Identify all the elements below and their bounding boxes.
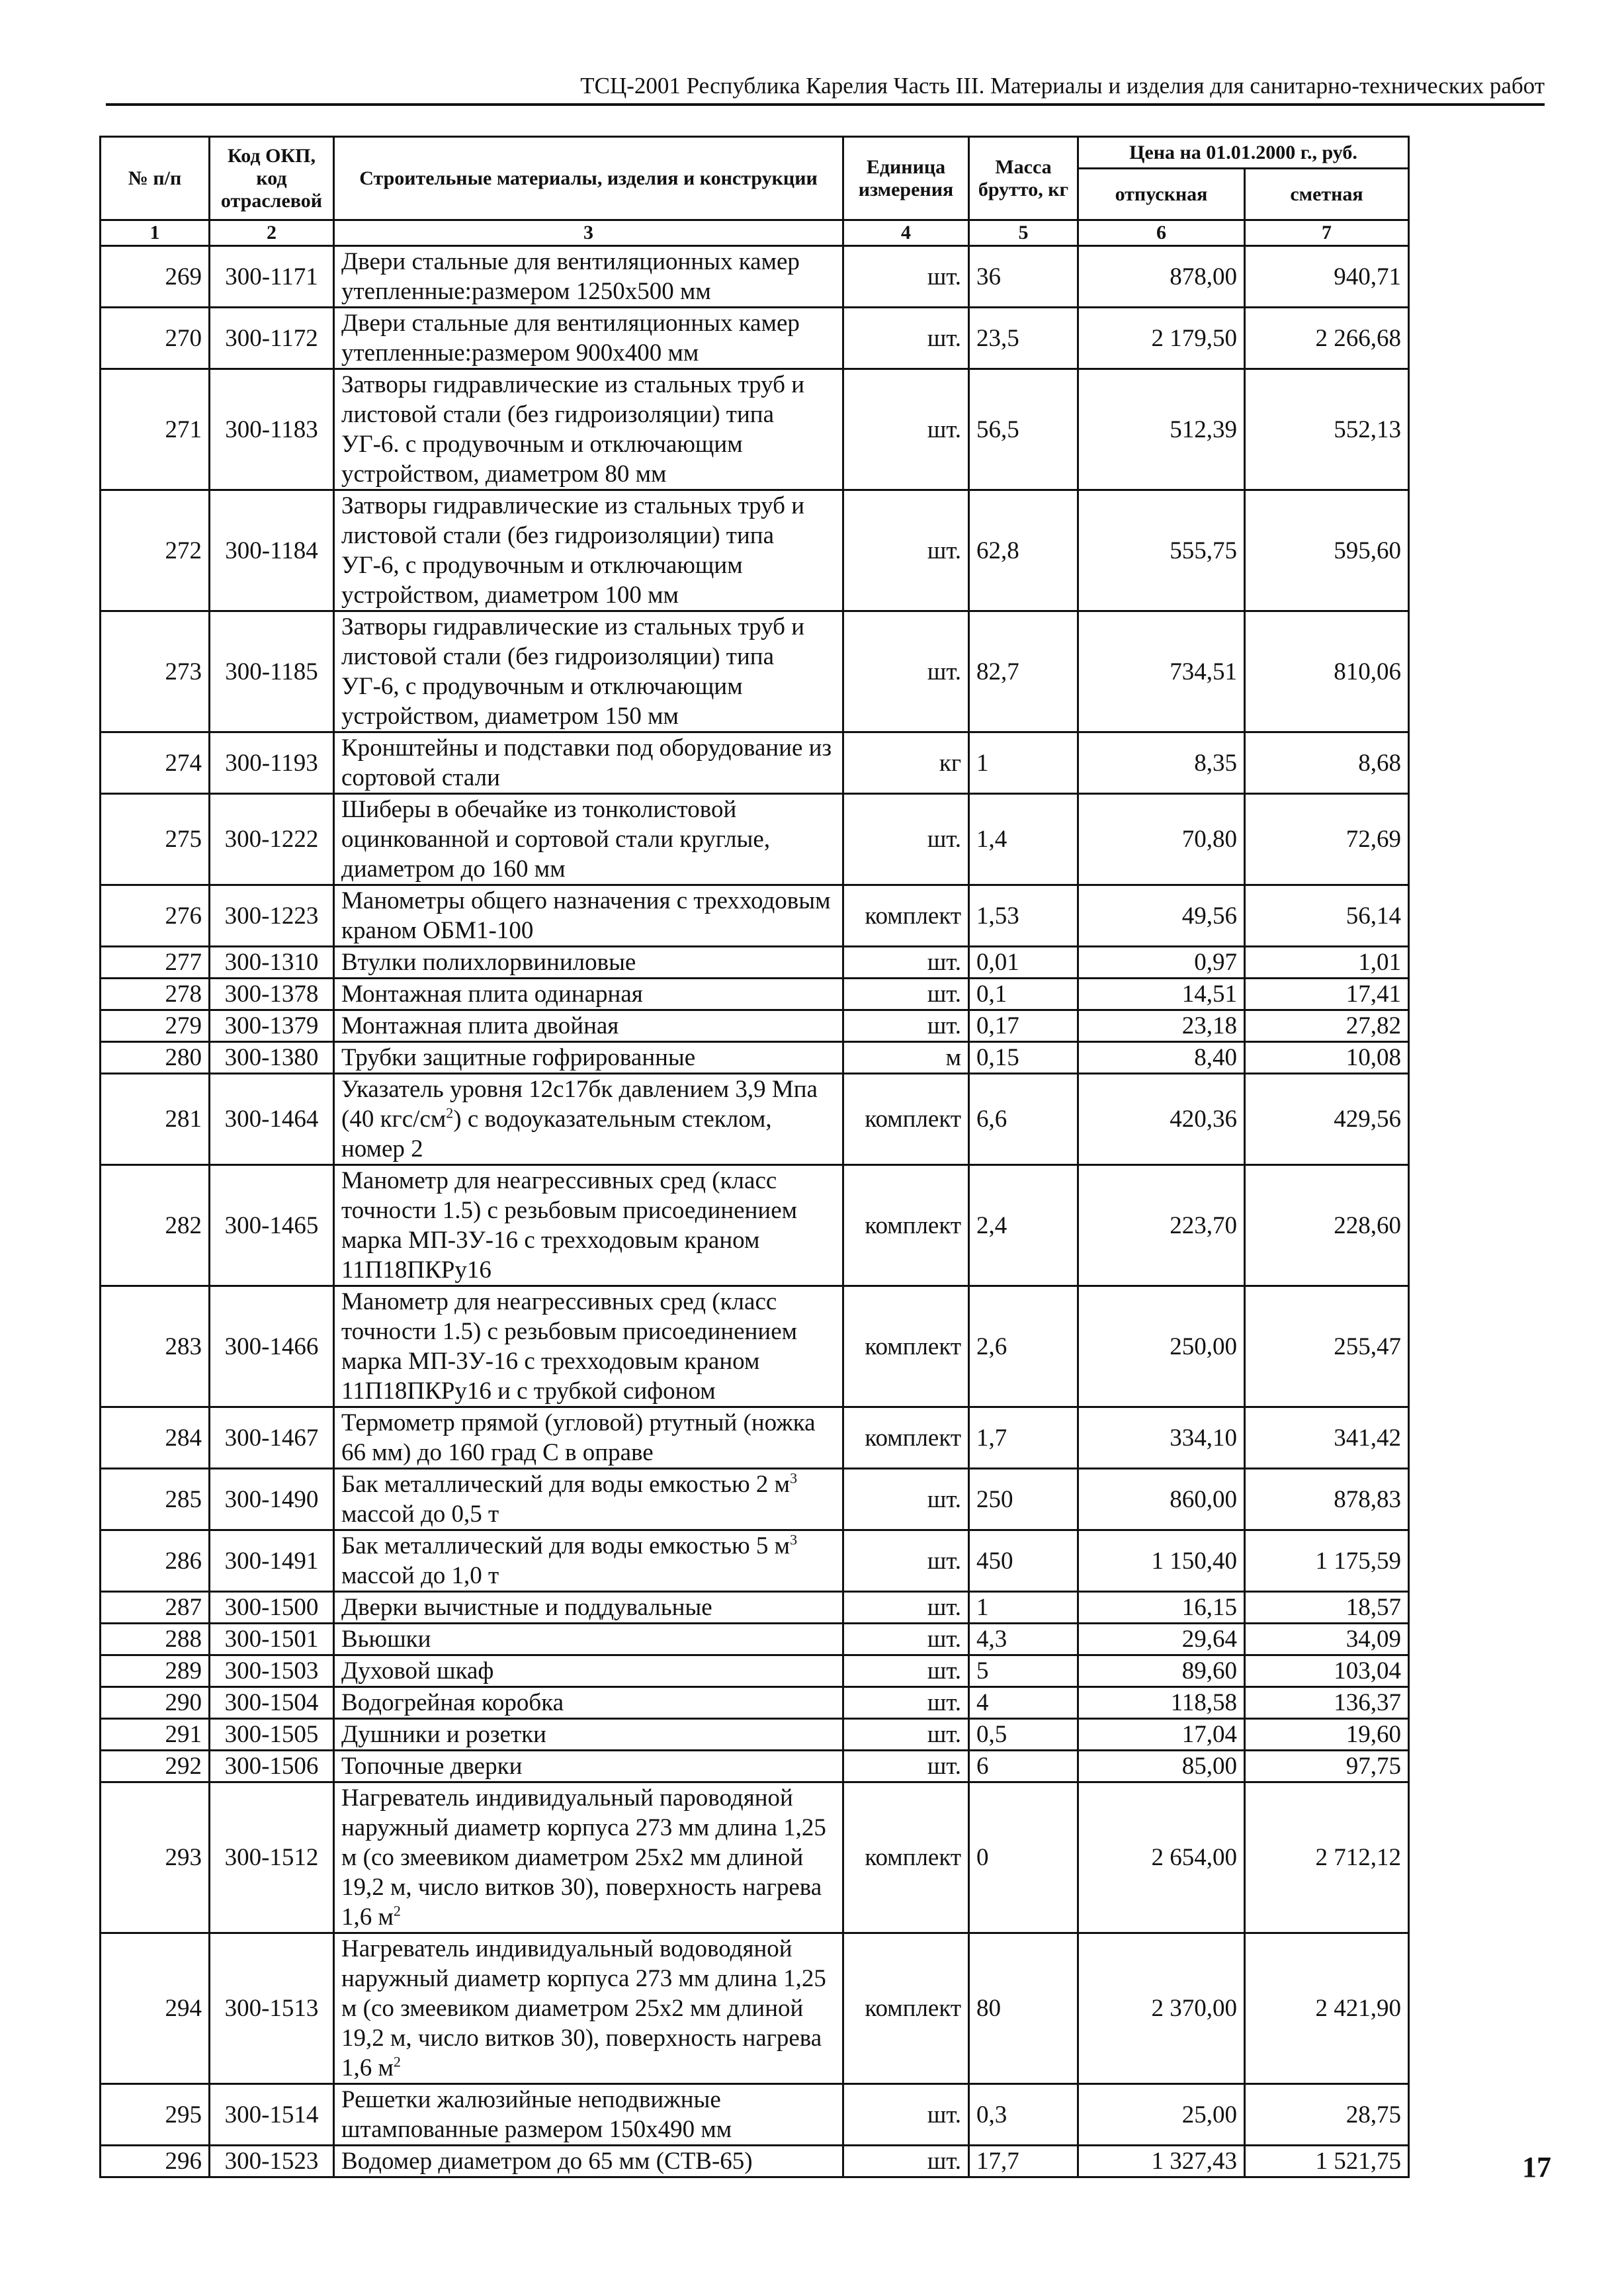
item-name-text: массой до 1,0 т bbox=[341, 1562, 499, 1589]
estimate-price: 136,37 bbox=[1245, 1687, 1409, 1719]
okp-code: 300-1505 bbox=[210, 1719, 334, 1751]
release-price: 0,97 bbox=[1078, 947, 1245, 979]
okp-code: 300-1513 bbox=[210, 1933, 334, 2084]
item-name: Душники и розетки bbox=[334, 1719, 843, 1751]
unit-cell: м bbox=[843, 1042, 969, 1074]
table-row bbox=[101, 490, 1409, 611]
item-name bbox=[334, 1530, 843, 1592]
estimate-price: 34,09 bbox=[1245, 1624, 1409, 1655]
table-row bbox=[101, 1655, 1409, 1687]
row-number: 276 bbox=[101, 885, 210, 947]
okp-code: 300-1172 bbox=[210, 308, 334, 369]
mass-cell: 17,7 bbox=[969, 2146, 1078, 2177]
okp-code: 300-1465 bbox=[210, 1165, 334, 1286]
table-row bbox=[101, 1530, 1409, 1592]
estimate-price: 1 175,59 bbox=[1245, 1530, 1409, 1592]
estimate-price: 429,56 bbox=[1245, 1074, 1409, 1165]
unit-cell: кг bbox=[843, 732, 969, 794]
okp-code: 300-1506 bbox=[210, 1751, 334, 1782]
estimate-price: 103,04 bbox=[1245, 1655, 1409, 1687]
row-number: 270 bbox=[101, 308, 210, 369]
item-name bbox=[334, 1469, 843, 1530]
release-price: 70,80 bbox=[1078, 794, 1245, 885]
estimate-price: 810,06 bbox=[1245, 611, 1409, 732]
mass-cell: 36 bbox=[969, 246, 1078, 308]
item-name: Водомер диаметром до 65 мм (СТВ-65) bbox=[334, 2146, 843, 2177]
estimate-price: 28,75 bbox=[1245, 2084, 1409, 2146]
estimate-price: 72,69 bbox=[1245, 794, 1409, 885]
unit-cell: комплект bbox=[843, 1933, 969, 2084]
superscript: 3 bbox=[790, 1531, 798, 1548]
row-number: 272 bbox=[101, 490, 210, 611]
mass-cell: 1 bbox=[969, 732, 1078, 794]
release-price: 118,58 bbox=[1078, 1687, 1245, 1719]
unit-cell: комплект bbox=[843, 1286, 969, 1407]
table-row bbox=[101, 885, 1409, 947]
item-name: Монтажная плита одинарная bbox=[334, 979, 843, 1010]
release-price: 734,51 bbox=[1078, 611, 1245, 732]
column-number: 1 bbox=[101, 220, 210, 246]
item-name-text: Нагреватель индивидуальный водоводяной наружный диаметр корпуса 273 мм длина 1,25 м (со змеевиком диаметром 25х2 мм длиной 19,2 м, число витков 30), поверхность нагрева 1,6 м bbox=[341, 1935, 826, 2081]
col-header-price-release: отпускная bbox=[1078, 169, 1245, 220]
table-row bbox=[101, 308, 1409, 369]
release-price: 23,18 bbox=[1078, 1010, 1245, 1042]
estimate-price: 97,75 bbox=[1245, 1751, 1409, 1782]
row-number: 282 bbox=[101, 1165, 210, 1286]
okp-code: 300-1378 bbox=[210, 979, 334, 1010]
column-number: 5 bbox=[969, 220, 1078, 246]
unit-cell: шт. bbox=[843, 246, 969, 308]
table-row bbox=[101, 1286, 1409, 1407]
unit-cell: шт. bbox=[843, 611, 969, 732]
col-header-okp: Код ОКП, код отраслевой bbox=[210, 137, 334, 220]
release-price: 2 370,00 bbox=[1078, 1933, 1245, 2084]
unit-cell: комплект bbox=[843, 1782, 969, 1933]
item-name-text: Бак металлический для воды емкостью 5 м bbox=[341, 1532, 791, 1559]
row-number: 294 bbox=[101, 1933, 210, 2084]
item-name-text: Бак металлический для воды емкостью 2 м bbox=[341, 1471, 791, 1498]
release-price: 25,00 bbox=[1078, 2084, 1245, 2146]
row-number: 269 bbox=[101, 246, 210, 308]
estimate-price: 8,68 bbox=[1245, 732, 1409, 794]
mass-cell: 0 bbox=[969, 1782, 1078, 1933]
row-number: 289 bbox=[101, 1655, 210, 1687]
release-price: 250,00 bbox=[1078, 1286, 1245, 1407]
item-name: Кронштейны и подставки под оборудование из сортовой стали bbox=[334, 732, 843, 794]
row-number: 284 bbox=[101, 1407, 210, 1469]
estimate-price: 940,71 bbox=[1245, 246, 1409, 308]
mass-cell: 1,4 bbox=[969, 794, 1078, 885]
okp-code: 300-1183 bbox=[210, 369, 334, 490]
release-price: 878,00 bbox=[1078, 246, 1245, 308]
unit-cell: комплект bbox=[843, 885, 969, 947]
mass-cell: 4,3 bbox=[969, 1624, 1078, 1655]
release-price: 89,60 bbox=[1078, 1655, 1245, 1687]
mass-cell: 0,15 bbox=[969, 1042, 1078, 1074]
release-price: 17,04 bbox=[1078, 1719, 1245, 1751]
row-number: 292 bbox=[101, 1751, 210, 1782]
unit-cell: шт. bbox=[843, 2084, 969, 2146]
unit-cell: шт. bbox=[843, 1719, 969, 1751]
release-price: 2 179,50 bbox=[1078, 308, 1245, 369]
unit-cell: шт. bbox=[843, 1751, 969, 1782]
table-row bbox=[101, 1751, 1409, 1782]
item-name: Затворы гидравлические из стальных труб и листовой стали (без гидроизоляции) типа УГ-6, с продувочным и отключающим устройством, диаметром 150 мм bbox=[334, 611, 843, 732]
item-name: Дверки вычистные и поддувальные bbox=[334, 1592, 843, 1624]
mass-cell: 0,01 bbox=[969, 947, 1078, 979]
mass-cell: 82,7 bbox=[969, 611, 1078, 732]
table-row bbox=[101, 2146, 1409, 2177]
estimate-price: 595,60 bbox=[1245, 490, 1409, 611]
mass-cell: 62,8 bbox=[969, 490, 1078, 611]
column-number: 3 bbox=[334, 220, 843, 246]
superscript: 2 bbox=[393, 1902, 401, 1919]
row-number: 295 bbox=[101, 2084, 210, 2146]
column-number: 7 bbox=[1245, 220, 1409, 246]
okp-code: 300-1523 bbox=[210, 2146, 334, 2177]
row-number: 274 bbox=[101, 732, 210, 794]
table-row bbox=[101, 1687, 1409, 1719]
unit-cell: шт. bbox=[843, 308, 969, 369]
release-price: 29,64 bbox=[1078, 1624, 1245, 1655]
col-header-mass: Масса брутто, кг bbox=[969, 137, 1078, 220]
item-name bbox=[334, 1782, 843, 1933]
column-number: 2 bbox=[210, 220, 334, 246]
mass-cell: 2,6 bbox=[969, 1286, 1078, 1407]
okp-code: 300-1310 bbox=[210, 947, 334, 979]
row-number: 277 bbox=[101, 947, 210, 979]
unit-cell: шт. bbox=[843, 2146, 969, 2177]
col-header-num: № п/п bbox=[101, 137, 210, 220]
table-row bbox=[101, 246, 1409, 308]
table-row bbox=[101, 1165, 1409, 1286]
table-row bbox=[101, 1624, 1409, 1655]
release-price: 555,75 bbox=[1078, 490, 1245, 611]
table-row bbox=[101, 1933, 1409, 2084]
table-row bbox=[101, 794, 1409, 885]
estimate-price: 341,42 bbox=[1245, 1407, 1409, 1469]
row-number: 283 bbox=[101, 1286, 210, 1407]
okp-code: 300-1184 bbox=[210, 490, 334, 611]
mass-cell: 450 bbox=[969, 1530, 1078, 1592]
price-table bbox=[99, 136, 1410, 2178]
table-row bbox=[101, 1407, 1409, 1469]
mass-cell: 0,5 bbox=[969, 1719, 1078, 1751]
item-name-text: Указатель уровня 12с17бк давлением 3,9 Мпа (40 кгс/см bbox=[341, 1076, 818, 1133]
item-name: Манометр для неагрессивных сред (класс точности 1.5) с резьбовым присоединением марка МП-3У-16 с трехходовым краном 11П18ПКРу16 и с трубкой сифоном bbox=[334, 1286, 843, 1407]
unit-cell: шт. bbox=[843, 490, 969, 611]
mass-cell: 1,53 bbox=[969, 885, 1078, 947]
table-row bbox=[101, 1469, 1409, 1530]
table-row bbox=[101, 1042, 1409, 1074]
mass-cell: 5 bbox=[969, 1655, 1078, 1687]
okp-code: 300-1503 bbox=[210, 1655, 334, 1687]
col-header-unit: Единица измерения bbox=[843, 137, 969, 220]
page-number: 17 bbox=[1522, 2151, 1551, 2183]
mass-cell: 0,17 bbox=[969, 1010, 1078, 1042]
okp-code: 300-1171 bbox=[210, 246, 334, 308]
table-row bbox=[101, 732, 1409, 794]
superscript: 2 bbox=[446, 1104, 454, 1121]
item-name: Втулки полихлорвиниловые bbox=[334, 947, 843, 979]
row-number: 293 bbox=[101, 1782, 210, 1933]
okp-code: 300-1512 bbox=[210, 1782, 334, 1933]
mass-cell: 23,5 bbox=[969, 308, 1078, 369]
superscript: 2 bbox=[393, 2053, 401, 2070]
running-header: ТСЦ-2001 Республика Карелия Часть III. Материалы и изделия для санитарно-технических работ bbox=[580, 73, 1545, 99]
mass-cell: 250 bbox=[969, 1469, 1078, 1530]
estimate-price: 552,13 bbox=[1245, 369, 1409, 490]
column-number: 6 bbox=[1078, 220, 1245, 246]
row-number: 296 bbox=[101, 2146, 210, 2177]
row-number: 285 bbox=[101, 1469, 210, 1530]
table-row bbox=[101, 1074, 1409, 1165]
column-number: 4 bbox=[843, 220, 969, 246]
item-name: Затворы гидравлические из стальных труб и листовой стали (без гидроизоляции) типа УГ-6, с продувочным и отключающим устройством, диаметром 100 мм bbox=[334, 490, 843, 611]
estimate-price: 255,47 bbox=[1245, 1286, 1409, 1407]
estimate-price: 17,41 bbox=[1245, 979, 1409, 1010]
estimate-price: 10,08 bbox=[1245, 1042, 1409, 1074]
row-number: 291 bbox=[101, 1719, 210, 1751]
mass-cell: 6 bbox=[969, 1751, 1078, 1782]
okp-code: 300-1380 bbox=[210, 1042, 334, 1074]
unit-cell: шт. bbox=[843, 947, 969, 979]
col-header-price-estimate: сметная bbox=[1245, 169, 1409, 220]
release-price: 512,39 bbox=[1078, 369, 1245, 490]
row-number: 290 bbox=[101, 1687, 210, 1719]
unit-cell: шт. bbox=[843, 1655, 969, 1687]
okp-code: 300-1501 bbox=[210, 1624, 334, 1655]
table-row bbox=[101, 1592, 1409, 1624]
estimate-price: 1,01 bbox=[1245, 947, 1409, 979]
item-name: Водогрейная коробка bbox=[334, 1687, 843, 1719]
unit-cell: комплект bbox=[843, 1074, 969, 1165]
estimate-price: 2 712,12 bbox=[1245, 1782, 1409, 1933]
item-name-text: массой до 0,5 т bbox=[341, 1501, 499, 1528]
row-number: 288 bbox=[101, 1624, 210, 1655]
table-row bbox=[101, 1010, 1409, 1042]
row-number: 287 bbox=[101, 1592, 210, 1624]
item-name-text: ) с водоуказательным стеклом, номер 2 bbox=[341, 1106, 772, 1162]
estimate-price: 18,57 bbox=[1245, 1592, 1409, 1624]
release-price: 16,15 bbox=[1078, 1592, 1245, 1624]
release-price: 860,00 bbox=[1078, 1469, 1245, 1530]
mass-cell: 1 bbox=[969, 1592, 1078, 1624]
okp-code: 300-1490 bbox=[210, 1469, 334, 1530]
item-name: Манометр для неагрессивных сред (класс точности 1.5) с резьбовым присоединением марка МП-3У-16 с трехходовым краном 11П18ПКРу16 bbox=[334, 1165, 843, 1286]
item-name: Монтажная плита двойная bbox=[334, 1010, 843, 1042]
table-row bbox=[101, 611, 1409, 732]
estimate-price: 2 266,68 bbox=[1245, 308, 1409, 369]
unit-cell: шт. bbox=[843, 369, 969, 490]
okp-code: 300-1500 bbox=[210, 1592, 334, 1624]
release-price: 1 150,40 bbox=[1078, 1530, 1245, 1592]
table-row bbox=[101, 1782, 1409, 1933]
table-row bbox=[101, 2084, 1409, 2146]
okp-code: 300-1222 bbox=[210, 794, 334, 885]
unit-cell: шт. bbox=[843, 1687, 969, 1719]
release-price: 14,51 bbox=[1078, 979, 1245, 1010]
okp-code: 300-1504 bbox=[210, 1687, 334, 1719]
estimate-price: 228,60 bbox=[1245, 1165, 1409, 1286]
okp-code: 300-1223 bbox=[210, 885, 334, 947]
okp-code: 300-1466 bbox=[210, 1286, 334, 1407]
item-name: Шиберы в обечайке из тонколистовой оцинкованной и сортовой стали круглые, диаметром до 160 мм bbox=[334, 794, 843, 885]
table-row bbox=[101, 947, 1409, 979]
row-number: 286 bbox=[101, 1530, 210, 1592]
item-name: Двери стальные для вентиляционных камер утепленные:размером 900х400 мм bbox=[334, 308, 843, 369]
okp-code: 300-1467 bbox=[210, 1407, 334, 1469]
item-name: Духовой шкаф bbox=[334, 1655, 843, 1687]
okp-code: 300-1514 bbox=[210, 2084, 334, 2146]
estimate-price: 56,14 bbox=[1245, 885, 1409, 947]
okp-code: 300-1379 bbox=[210, 1010, 334, 1042]
item-name bbox=[334, 1074, 843, 1165]
col-header-price-group: Цена на 01.01.2000 г., руб. bbox=[1078, 137, 1409, 169]
release-price: 85,00 bbox=[1078, 1751, 1245, 1782]
header-rule bbox=[106, 103, 1545, 106]
okp-code: 300-1464 bbox=[210, 1074, 334, 1165]
estimate-price: 19,60 bbox=[1245, 1719, 1409, 1751]
row-number: 279 bbox=[101, 1010, 210, 1042]
row-number: 273 bbox=[101, 611, 210, 732]
release-price: 223,70 bbox=[1078, 1165, 1245, 1286]
table-body bbox=[101, 246, 1409, 2177]
item-name: Манометры общего назначения с трехходовым краном ОБМ1-100 bbox=[334, 885, 843, 947]
mass-cell: 56,5 bbox=[969, 369, 1078, 490]
okp-code: 300-1491 bbox=[210, 1530, 334, 1592]
mass-cell: 6,6 bbox=[969, 1074, 1078, 1165]
release-price: 420,36 bbox=[1078, 1074, 1245, 1165]
unit-cell: шт. bbox=[843, 979, 969, 1010]
mass-cell: 0,1 bbox=[969, 979, 1078, 1010]
estimate-price: 27,82 bbox=[1245, 1010, 1409, 1042]
mass-cell: 1,7 bbox=[969, 1407, 1078, 1469]
okp-code: 300-1193 bbox=[210, 732, 334, 794]
table-row bbox=[101, 1719, 1409, 1751]
col-header-name: Строительные материалы, изделия и конструкции bbox=[334, 137, 843, 220]
row-number: 271 bbox=[101, 369, 210, 490]
release-price: 8,40 bbox=[1078, 1042, 1245, 1074]
okp-code: 300-1185 bbox=[210, 611, 334, 732]
row-number: 281 bbox=[101, 1074, 210, 1165]
table-row bbox=[101, 369, 1409, 490]
release-price: 1 327,43 bbox=[1078, 2146, 1245, 2177]
release-price: 49,56 bbox=[1078, 885, 1245, 947]
item-name: Вьюшки bbox=[334, 1624, 843, 1655]
mass-cell: 2,4 bbox=[969, 1165, 1078, 1286]
unit-cell: шт. bbox=[843, 1469, 969, 1530]
column-number-row bbox=[101, 220, 1409, 246]
unit-cell: шт. bbox=[843, 794, 969, 885]
release-price: 334,10 bbox=[1078, 1407, 1245, 1469]
estimate-price: 878,83 bbox=[1245, 1469, 1409, 1530]
item-name: Трубки защитные гофрированные bbox=[334, 1042, 843, 1074]
estimate-price: 1 521,75 bbox=[1245, 2146, 1409, 2177]
item-name: Топочные дверки bbox=[334, 1751, 843, 1782]
unit-cell: комплект bbox=[843, 1165, 969, 1286]
release-price: 2 654,00 bbox=[1078, 1782, 1245, 1933]
item-name-text: Нагреватель индивидуальный пароводяной наружный диаметр корпуса 273 мм длина 1,25 м (со змеевиком диаметром 25х2 мм длиной 19,2 м, число витков 30), поверхность нагрева 1,6 м bbox=[341, 1784, 826, 1931]
item-name bbox=[334, 1933, 843, 2084]
row-number: 275 bbox=[101, 794, 210, 885]
mass-cell: 4 bbox=[969, 1687, 1078, 1719]
table-row bbox=[101, 979, 1409, 1010]
release-price: 8,35 bbox=[1078, 732, 1245, 794]
row-number: 280 bbox=[101, 1042, 210, 1074]
item-name: Двери стальные для вентиляционных камер утепленные:размером 1250х500 мм bbox=[334, 246, 843, 308]
mass-cell: 0,3 bbox=[969, 2084, 1078, 2146]
item-name: Термометр прямой (угловой) ртутный (ножка 66 мм) до 160 град С в оправе bbox=[334, 1407, 843, 1469]
superscript: 3 bbox=[790, 1469, 798, 1487]
item-name: Затворы гидравлические из стальных труб и листовой стали (без гидроизоляции) типа УГ-6. с продувочным и отключающим устройством, диаметром 80 мм bbox=[334, 369, 843, 490]
row-number: 278 bbox=[101, 979, 210, 1010]
unit-cell: комплект bbox=[843, 1407, 969, 1469]
item-name: Решетки жалюзийные неподвижные штампованные размером 150х490 мм bbox=[334, 2084, 843, 2146]
unit-cell: шт. bbox=[843, 1010, 969, 1042]
estimate-price: 2 421,90 bbox=[1245, 1933, 1409, 2084]
unit-cell: шт. bbox=[843, 1530, 969, 1592]
mass-cell: 80 bbox=[969, 1933, 1078, 2084]
unit-cell: шт. bbox=[843, 1592, 969, 1624]
unit-cell: шт. bbox=[843, 1624, 969, 1655]
